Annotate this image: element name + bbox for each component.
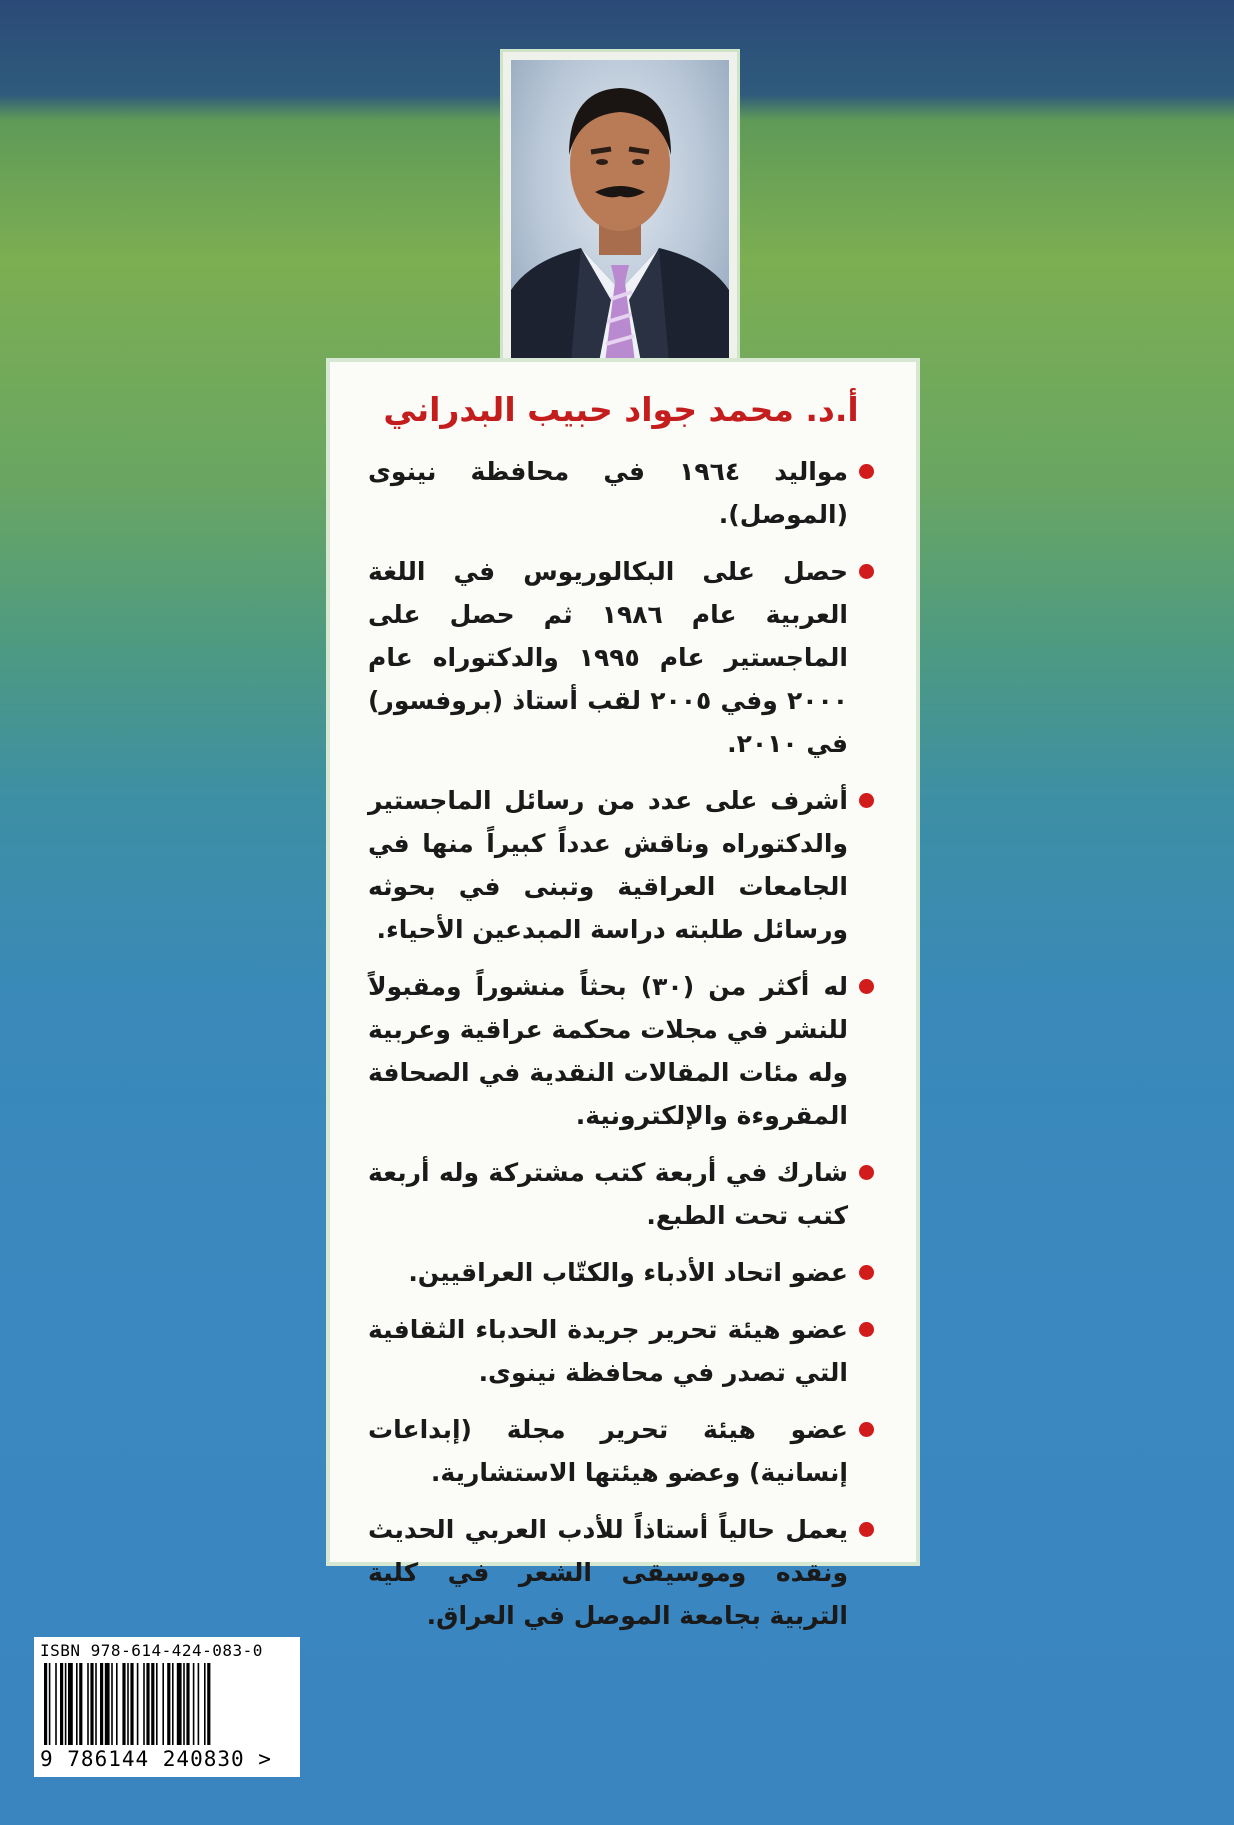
barcode-digits: 9 786144 240830 >: [40, 1747, 272, 1771]
bio-item-text: يعمل حالياً أستاذاً للأدب العربي الحديث ونقده وموسيقى الشعر في كلية التربية بجامعة الموصل في العراق.: [368, 1514, 848, 1630]
isbn-barcode: [34, 1637, 300, 1777]
author-bio-panel: [330, 362, 916, 1630]
bio-item: [368, 1251, 874, 1294]
bullet-dot-icon: [859, 1322, 874, 1337]
bio-item: [368, 450, 874, 536]
bio-item: [368, 779, 874, 951]
bullet-dot-icon: [859, 793, 874, 808]
bullet-dot-icon: [859, 1522, 874, 1537]
bio-item-text: عضو هيئة تحرير مجلة (إبداعات إنسانية) وعضو هيئتها الاستشارية.: [368, 1414, 848, 1487]
isbn-label: ISBN 978-614-424-083-0: [40, 1641, 263, 1660]
bullet-dot-icon: [859, 979, 874, 994]
author-portrait-illustration: [511, 60, 729, 362]
bio-item-text: حصل على البكالوريوس في اللغة العربية عام ١٩٨٦ ثم حصل على الماجستير عام ١٩٩٥ والدكتوراه عام ٢٠٠٠ وفي ٢٠٠٥ لقب أستاذ (بروفسور) في ٢٠١٠.: [368, 556, 848, 758]
barcode-bars: [40, 1663, 294, 1745]
bio-item-text: شارك في أربعة كتب مشتركة وله أربعة كتب تحت الطبع.: [368, 1157, 848, 1230]
author-photo: [511, 60, 729, 362]
bio-item: [368, 965, 874, 1137]
bio-item: [368, 550, 874, 765]
bullet-dot-icon: [859, 464, 874, 479]
author-photo-frame: [503, 52, 737, 370]
bio-item-text: أشرف على عدد من رسائل الماجستير والدكتوراه وناقش عدداً كبيراً منها في الجامعات العراقية وتبنى في بحوثه ورسائل طلبته دراسة المبدعين الأحياء.: [368, 785, 848, 944]
bio-item: [368, 1508, 874, 1637]
bio-item: [368, 1151, 874, 1237]
bullet-dot-icon: [859, 564, 874, 579]
bio-item-text: مواليد ١٩٦٤ في محافظة نينوى (الموصل).: [368, 456, 848, 529]
bullet-dot-icon: [859, 1265, 874, 1280]
bio-list: [368, 450, 874, 1637]
bio-item: [368, 1408, 874, 1494]
bio-item-text: له أكثر من (٣٠) بحثاً منشوراً ومقبولاً للنشر في مجلات محكمة عراقية وعربية وله مئات المقالات النقدية في الصحافة المقروءة والإلكترونية.: [368, 971, 848, 1130]
bio-item: [368, 1308, 874, 1394]
bio-item-text: عضو هيئة تحرير جريدة الحدباء الثقافية التي تصدر في محافظة نينوى.: [368, 1314, 848, 1387]
author-name: أ.د. محمد جواد حبيب البدراني: [383, 390, 859, 429]
bio-item-text: عضو اتحاد الأدباء والكتّاب العراقيين.: [408, 1257, 848, 1287]
bullet-dot-icon: [859, 1165, 874, 1180]
bullet-dot-icon: [859, 1422, 874, 1437]
